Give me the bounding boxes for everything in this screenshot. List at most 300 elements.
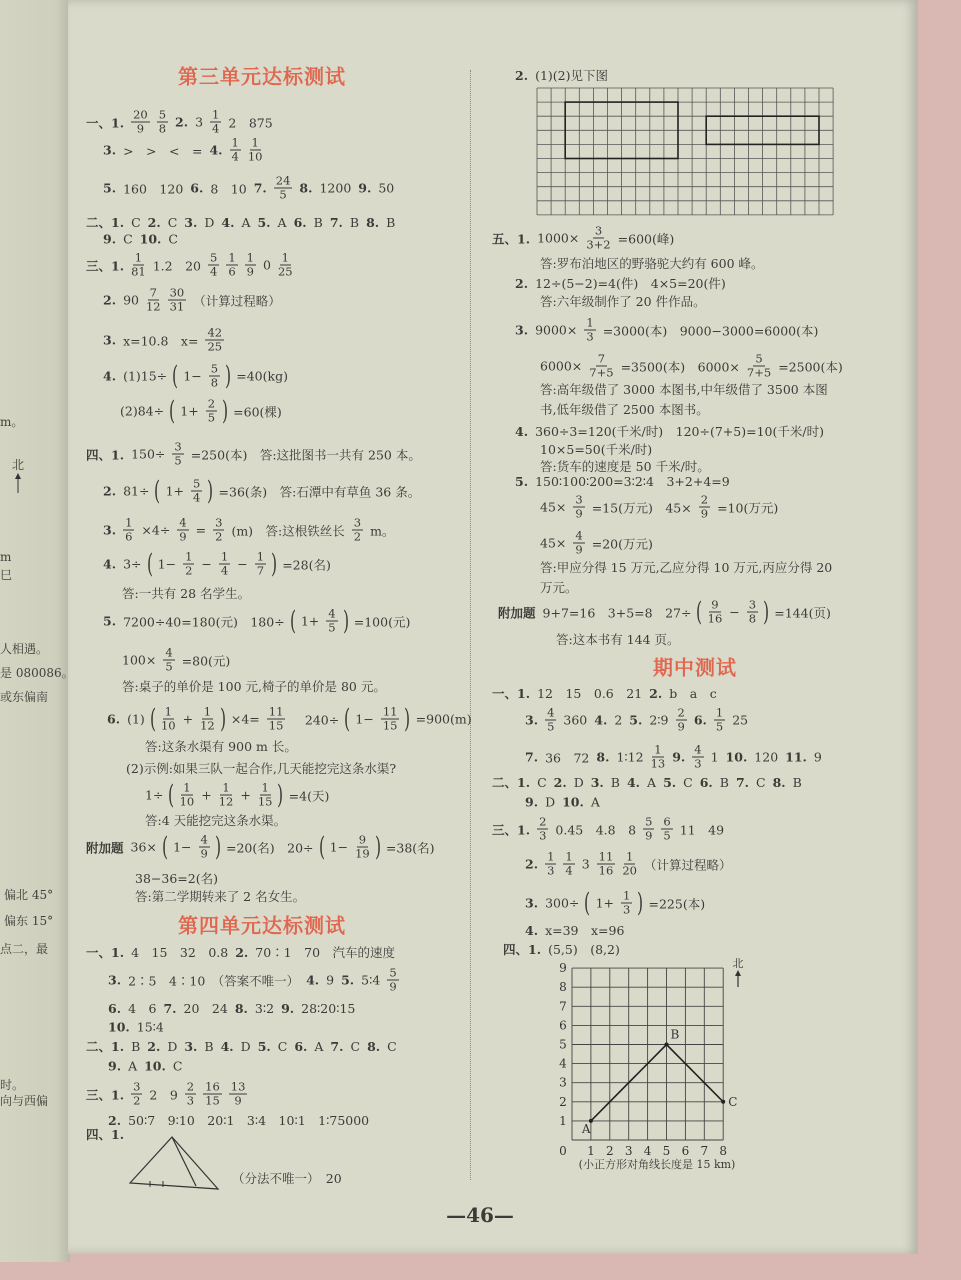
question-number: 4. xyxy=(515,423,529,439)
denominator: 7+5 xyxy=(589,365,614,380)
numerator: 1 xyxy=(222,780,230,795)
denominator: 3 xyxy=(547,863,555,878)
answer-text: (1)15÷ xyxy=(123,368,168,384)
y-tick-label: 3 xyxy=(559,1075,567,1090)
point-B xyxy=(665,1043,669,1047)
denominator: 9 xyxy=(645,828,653,843)
answer-text: 1+ xyxy=(300,613,320,629)
previous-page-fragment: 偏东 15° xyxy=(4,914,54,928)
answer-text: − xyxy=(729,604,740,620)
previous-page-fragment: 或东偏南 xyxy=(0,690,49,704)
answer-text: （计算过程略） xyxy=(643,857,732,872)
denominator: 81 xyxy=(131,264,146,279)
numerator: 5 xyxy=(158,107,167,122)
answer-text: =600(峰) xyxy=(617,231,675,246)
question-number: 7. xyxy=(525,749,539,765)
answer-text: =144(页) xyxy=(774,605,831,620)
y-tick-label: 7 xyxy=(559,999,567,1014)
denominator: 5 xyxy=(328,620,336,635)
previous-page-fragment: m。 xyxy=(0,415,24,429)
answer-text: D xyxy=(167,1038,178,1054)
question-number: 8. xyxy=(367,1038,381,1054)
denominator: 15 xyxy=(268,718,284,733)
denominator: 5 xyxy=(207,410,216,425)
question-number: 8. xyxy=(299,180,313,196)
numerator: 1 xyxy=(547,849,555,864)
numerator: 4 xyxy=(179,515,187,530)
numerator: 4 xyxy=(694,742,702,757)
numerator: 5 xyxy=(389,965,397,980)
numerator: 1 xyxy=(185,549,193,564)
question-number: 8. xyxy=(772,774,786,790)
answer-text: C xyxy=(756,774,766,790)
answer-text: m。 xyxy=(370,523,395,538)
answer-text: 360÷3=120(千米/时) 120÷(7+5)=10(千米/时) xyxy=(535,424,824,439)
question-number: 2. xyxy=(553,774,567,790)
question-number: 7. xyxy=(330,1038,344,1054)
bracket: ( xyxy=(172,361,179,391)
denominator: 10 xyxy=(247,149,263,164)
numerator: 1 xyxy=(565,849,573,864)
numerator: 3 xyxy=(133,1079,141,1094)
answer-text: 9000× xyxy=(535,322,578,338)
question-number: 7. xyxy=(163,1000,177,1016)
numerator: 11 xyxy=(598,849,614,864)
answer-text: 1.2 20 xyxy=(152,258,201,273)
answer-text: 答:甲应分得 15 万元,乙应分得 10 万元,丙应分得 20 xyxy=(540,560,833,575)
answer-text: 答:4 天能挖完这条水渠。 xyxy=(145,813,287,828)
bracket: ( xyxy=(146,549,153,579)
answer-text: A xyxy=(128,1058,138,1074)
answer-text: 3 xyxy=(195,114,204,130)
answer-text: =38(名) xyxy=(385,840,435,855)
numerator: 11 xyxy=(382,704,398,719)
numerator: 1 xyxy=(256,549,265,564)
answer-text: =40(kg) xyxy=(236,368,288,384)
question-number: 4. xyxy=(103,556,117,572)
numerator: 4 xyxy=(575,528,583,543)
question-number: 7. xyxy=(735,774,750,790)
x-tick-label: 0 xyxy=(559,1144,567,1158)
question-number: 三、1. xyxy=(86,1087,125,1102)
answer-text: − xyxy=(237,556,248,572)
bracket: ( xyxy=(344,704,351,734)
numerator: 3 xyxy=(174,439,182,454)
numerator: 4 xyxy=(328,606,336,621)
question-number: 6. xyxy=(699,774,713,790)
denominator: 5 xyxy=(715,719,724,734)
question-number: 8. xyxy=(234,1000,248,1016)
answer-text: 150∶100∶200=3∶2∶4 3+2+4=9 xyxy=(535,474,730,489)
y-tick-label: 5 xyxy=(559,1037,567,1052)
denominator: 10 xyxy=(160,718,176,733)
question-number: 4. xyxy=(594,712,608,728)
previous-page-fragment: 向与西偏 xyxy=(0,1094,49,1108)
answer-text: 3 xyxy=(581,856,590,872)
denominator: 9 xyxy=(200,846,208,861)
previous-page-fragment: m xyxy=(0,550,12,564)
answer-text: C xyxy=(683,774,693,790)
question-number: 6. xyxy=(693,712,707,728)
numerator: 1 xyxy=(246,250,254,265)
answer-text: 3÷ xyxy=(123,556,142,572)
answer-text: 1 xyxy=(710,749,719,765)
answer-text: A xyxy=(647,774,657,790)
denominator: 15 xyxy=(382,718,398,733)
answer-text: B xyxy=(610,774,620,790)
question-number: 3. xyxy=(184,1038,198,1054)
question-number: 3. xyxy=(515,322,529,338)
answer-text: A xyxy=(590,794,600,810)
denominator: 4 xyxy=(210,264,218,279)
y-tick-label: 2 xyxy=(559,1094,567,1109)
denominator: 3 xyxy=(586,329,594,344)
answer-text: 答:罗布泊地区的野骆驼大约有 600 峰。 xyxy=(540,256,764,271)
numerator: 1 xyxy=(281,250,289,265)
y-tick-label: 9 xyxy=(559,961,567,976)
answer-text: (2)示例:如果三队一起合作,几天能挖完这条水渠? xyxy=(126,761,397,776)
y-tick-label: 1 xyxy=(559,1113,567,1128)
answer-text: 答:桌子的单价是 100 元,椅子的单价是 80 元。 xyxy=(122,679,386,694)
answer-text: 书,低年级借了 2500 本图书。 xyxy=(540,402,709,417)
numerator: 4 xyxy=(165,645,173,660)
answer-text: 1− xyxy=(157,556,177,572)
numerator: 3 xyxy=(575,492,583,507)
bracket: ) xyxy=(222,396,229,426)
answer-text: 9 xyxy=(813,749,822,765)
question-number: 2. xyxy=(525,856,539,872)
answer-text: 4 6 xyxy=(128,1001,157,1016)
question-number: 6. xyxy=(107,711,121,727)
numerator: 5 xyxy=(193,476,201,491)
denominator: 9 xyxy=(389,979,397,994)
answer-text: 50 xyxy=(378,180,395,196)
question-number: 附加题 xyxy=(498,605,536,620)
question-number: 2. xyxy=(147,1038,161,1054)
denominator: 12 xyxy=(218,794,234,809)
figure-caption: (小正方形对角线长度是 15 km) xyxy=(578,1158,736,1171)
answer-text: 28∶20∶15 xyxy=(301,1000,356,1016)
bracket: ) xyxy=(277,780,284,810)
question-number: 二、1. xyxy=(86,215,125,230)
denominator: 4 xyxy=(212,121,220,136)
bracket: ( xyxy=(168,780,175,810)
x-tick-label: 3 xyxy=(624,1144,633,1158)
previous-page-fragment: 时。 xyxy=(0,1078,25,1092)
denominator: 8 xyxy=(748,611,757,626)
question-number: 3. xyxy=(103,142,117,158)
x-tick-label: 5 xyxy=(662,1144,671,1158)
denominator: 3 xyxy=(694,756,702,771)
denominator: 5 xyxy=(174,453,182,468)
answer-text: = xyxy=(195,522,207,538)
answer-text: 答:货车的速度是 50 千米/时。 xyxy=(540,459,710,474)
answer-text: 6000× xyxy=(540,358,583,374)
denominator: 12 xyxy=(145,299,161,314)
numerator: 4 xyxy=(200,832,208,847)
answer-text: C xyxy=(168,231,178,247)
bracket: ) xyxy=(637,888,644,918)
answer-text: 1÷ xyxy=(145,787,164,803)
question-number: 9. xyxy=(358,180,372,196)
answer-text: （分法不唯一） 20 xyxy=(232,1171,342,1186)
answer-text: C xyxy=(387,1038,397,1054)
previous-page-fragment: 巳 xyxy=(0,568,13,582)
answer-text: 10×5=50(千米/时) xyxy=(540,442,653,457)
numerator: 16 xyxy=(205,1079,220,1094)
numerator: 1 xyxy=(228,250,236,265)
section-title: 第三单元达标测试 xyxy=(178,64,346,89)
numerator: 3 xyxy=(215,515,223,530)
answer-text: A xyxy=(277,214,287,230)
answer-text: (5,5) (8,2) xyxy=(548,942,620,957)
question-number: 10. xyxy=(725,749,748,765)
answer-text: B xyxy=(313,214,323,230)
question-number: 2. xyxy=(108,1112,122,1128)
point-label: B xyxy=(670,1027,680,1042)
denominator: 3 xyxy=(623,902,631,917)
numerator: 5 xyxy=(210,250,218,265)
answer-text: 45× xyxy=(540,499,567,515)
question-number: 5. xyxy=(103,613,117,629)
denominator: 4 xyxy=(231,149,239,164)
question-number: 6. xyxy=(293,214,307,230)
question-number: 四、1. xyxy=(86,447,125,462)
question-number: 5. xyxy=(629,712,643,728)
denominator: 20 xyxy=(622,863,637,878)
answer-text: 240÷ xyxy=(292,712,340,727)
denominator: 15 xyxy=(205,1093,220,1108)
answer-text: b a c xyxy=(669,686,717,701)
numerator: 9 xyxy=(711,597,719,612)
answer-text: 300÷ xyxy=(545,895,580,911)
question-number: 10. xyxy=(108,1019,130,1035)
y-tick-label: 4 xyxy=(559,1056,567,1071)
question-number: 一、1. xyxy=(86,945,125,960)
answer-text: D xyxy=(573,774,584,790)
bracket: ) xyxy=(225,361,232,391)
answer-text: 4 15 32 0.8 xyxy=(131,945,229,960)
numerator: 30 xyxy=(169,285,185,300)
denominator: 8 xyxy=(210,375,219,390)
answer-text: =900(m) xyxy=(415,711,472,727)
answer-text: x=39 x=96 xyxy=(545,923,625,938)
denominator: 5 xyxy=(547,719,555,734)
numerator: 20 xyxy=(133,107,148,122)
answer-text: 3∶2 xyxy=(254,1000,275,1016)
answer-text: 2 xyxy=(614,712,623,728)
answer-text: x=10.8 x= xyxy=(123,333,199,348)
question-number: 10. xyxy=(562,794,584,810)
denominator: 9 xyxy=(575,542,583,557)
denominator: 13 xyxy=(650,756,666,771)
numerator: 1 xyxy=(134,250,143,265)
answer-text: 1000× xyxy=(537,230,580,246)
question-number: 4. xyxy=(220,1038,234,1054)
numerator: 3 xyxy=(748,597,757,612)
question-number: 9. xyxy=(525,794,539,810)
denominator: 9 xyxy=(136,121,145,136)
bracket: ( xyxy=(161,832,169,862)
question-number: 附加题 xyxy=(86,840,124,855)
answer-text: 38−36=2(名) xyxy=(135,871,218,886)
x-tick-label: 8 xyxy=(719,1144,728,1158)
denominator: 15 xyxy=(257,794,273,809)
answer-text: B xyxy=(204,1038,214,1054)
answer-text: =10(万元) xyxy=(717,500,779,515)
question-number: 6. xyxy=(108,1000,122,1016)
denominator: 3+2 xyxy=(586,237,611,252)
answer-text: 1− xyxy=(355,711,374,727)
question-number: 3. xyxy=(590,774,604,790)
previous-page-fragment: 点二，最 xyxy=(0,942,49,956)
numerator: 7 xyxy=(149,285,157,300)
numerator: 1 xyxy=(654,742,662,757)
numerator: 2 xyxy=(207,396,216,411)
north-label: 北 xyxy=(732,957,744,970)
answer-text: C xyxy=(277,1038,288,1054)
answer-text: > > < = xyxy=(123,143,203,158)
previous-page-fragment: 北 xyxy=(12,458,25,472)
answer-text: D xyxy=(545,794,556,810)
question-number: 10. xyxy=(144,1058,166,1074)
x-tick-label: 4 xyxy=(643,1144,652,1158)
denominator: 8 xyxy=(158,121,167,136)
denominator: 19 xyxy=(355,846,370,861)
bracket: ( xyxy=(584,888,591,918)
numerator: 11 xyxy=(268,704,284,719)
answer-text: + xyxy=(240,787,251,803)
question-number: 4. xyxy=(221,214,235,230)
bracket: ) xyxy=(342,606,349,636)
answer-text: D xyxy=(204,214,215,230)
denominator: 6 xyxy=(228,264,236,279)
section-title: 第四单元达标测试 xyxy=(178,913,346,938)
denominator: 9 xyxy=(677,719,685,734)
bracket: ) xyxy=(763,597,770,627)
answer-text: =20(万元) xyxy=(591,536,653,551)
x-tick-label: 2 xyxy=(605,1144,614,1158)
denominator: 6 xyxy=(125,529,133,544)
answer-text: 答:六年级制作了 20 件作品。 xyxy=(540,294,706,309)
question-number: 三、1. xyxy=(86,258,125,273)
question-number: 10. xyxy=(139,231,162,247)
denominator: 12 xyxy=(200,718,215,733)
denominator: 2 xyxy=(353,529,362,544)
answer-text: =28(名) xyxy=(282,557,331,572)
bracket: ( xyxy=(149,704,156,734)
answer-text: 5∶4 xyxy=(361,972,381,988)
numerator: 5 xyxy=(210,361,219,376)
answer-text: (1) xyxy=(127,711,145,727)
numerator: 24 xyxy=(275,173,291,188)
question-number: 一、1. xyxy=(492,686,531,701)
answer-text: 1∶12 xyxy=(616,749,644,765)
question-number: 2. xyxy=(175,114,189,130)
answer-text: 9+7=16 3+5=8 27÷ xyxy=(542,605,692,620)
answer-text: 1+ xyxy=(180,403,199,419)
answer-text: 1+ xyxy=(165,483,185,499)
answer-text: C xyxy=(172,1058,183,1074)
question-number: 5. xyxy=(103,180,117,196)
answer-text: 1− xyxy=(173,839,192,855)
answer-text: (2)84÷ xyxy=(120,403,165,419)
numerator: 1 xyxy=(231,135,239,150)
question-number: 3. xyxy=(103,332,117,348)
answer-text: 2 9 xyxy=(149,1087,178,1102)
bracket: ( xyxy=(154,476,161,506)
question-number: 3. xyxy=(108,972,122,988)
previous-page-fragment: 人相遇。 xyxy=(0,642,49,656)
previous-page-fragment: 是 080086。 xyxy=(0,666,74,680)
y-tick-label: 8 xyxy=(559,980,567,995)
numerator: 3 xyxy=(353,515,362,530)
bracket: ) xyxy=(214,832,221,862)
x-tick-label: 7 xyxy=(700,1144,709,1158)
question-number: 4. xyxy=(626,774,641,790)
numerator: 1 xyxy=(220,549,229,564)
point-label: A xyxy=(581,1121,591,1136)
numerator: 1 xyxy=(586,315,594,330)
question-number: 7. xyxy=(329,214,343,230)
answer-text: 20 24 xyxy=(183,1001,228,1016)
answer-text: 8 10 xyxy=(210,181,247,196)
answer-text: =36(条) 答:石潭中有草鱼 36 条。 xyxy=(218,484,421,499)
denominator: 7 xyxy=(256,563,265,578)
answer-text: − xyxy=(201,556,212,572)
numerator: 1 xyxy=(164,704,172,719)
question-number: 三、1. xyxy=(492,822,531,837)
denominator: 25 xyxy=(207,339,223,354)
answer-text: 万元。 xyxy=(540,580,578,595)
point-label: C xyxy=(728,1094,738,1109)
answer-text: C xyxy=(350,1038,361,1054)
answer-text: 25 xyxy=(732,712,749,728)
question-number: 5. xyxy=(515,473,529,489)
question-number: 2. xyxy=(649,685,663,701)
answer-text: 45× xyxy=(540,535,567,551)
answer-text: 0.45 4.8 8 xyxy=(555,822,637,837)
answer-text: (1)(2)见下图 xyxy=(535,68,608,83)
x-tick-label: 6 xyxy=(681,1144,690,1158)
question-number: 5. xyxy=(341,972,355,988)
question-number: 5. xyxy=(257,1038,271,1054)
bracket: ) xyxy=(374,832,381,862)
denominator: 2 xyxy=(215,529,223,544)
numerator: 42 xyxy=(207,325,223,340)
denominator: 4 xyxy=(565,863,573,878)
answer-text: =4(天) xyxy=(288,788,330,803)
answer-text: 2∶9 xyxy=(649,712,669,728)
answer-text: =80(元) xyxy=(181,653,231,668)
answer-text: 15∶4 xyxy=(136,1019,164,1035)
denominator: 9 xyxy=(246,264,254,279)
answer-text: 答:一共有 28 名学生。 xyxy=(122,586,251,601)
answer-text: B xyxy=(386,214,396,230)
answer-text: 360 xyxy=(563,712,588,728)
north-arrow-head-icon xyxy=(735,970,741,976)
question-number: 8. xyxy=(596,749,610,765)
answer-text: 0 xyxy=(262,257,271,273)
answer-text: =20(名) 20÷ xyxy=(225,840,314,855)
denominator: 5 xyxy=(165,659,173,674)
answer-text: 160 120 xyxy=(123,181,184,196)
answer-text: 81÷ xyxy=(123,483,150,499)
denominator: 9 xyxy=(700,506,709,521)
numerator: 9 xyxy=(358,832,367,847)
question-number: 9. xyxy=(103,231,117,247)
answer-text: 答:这本书有 144 页。 xyxy=(556,632,680,647)
